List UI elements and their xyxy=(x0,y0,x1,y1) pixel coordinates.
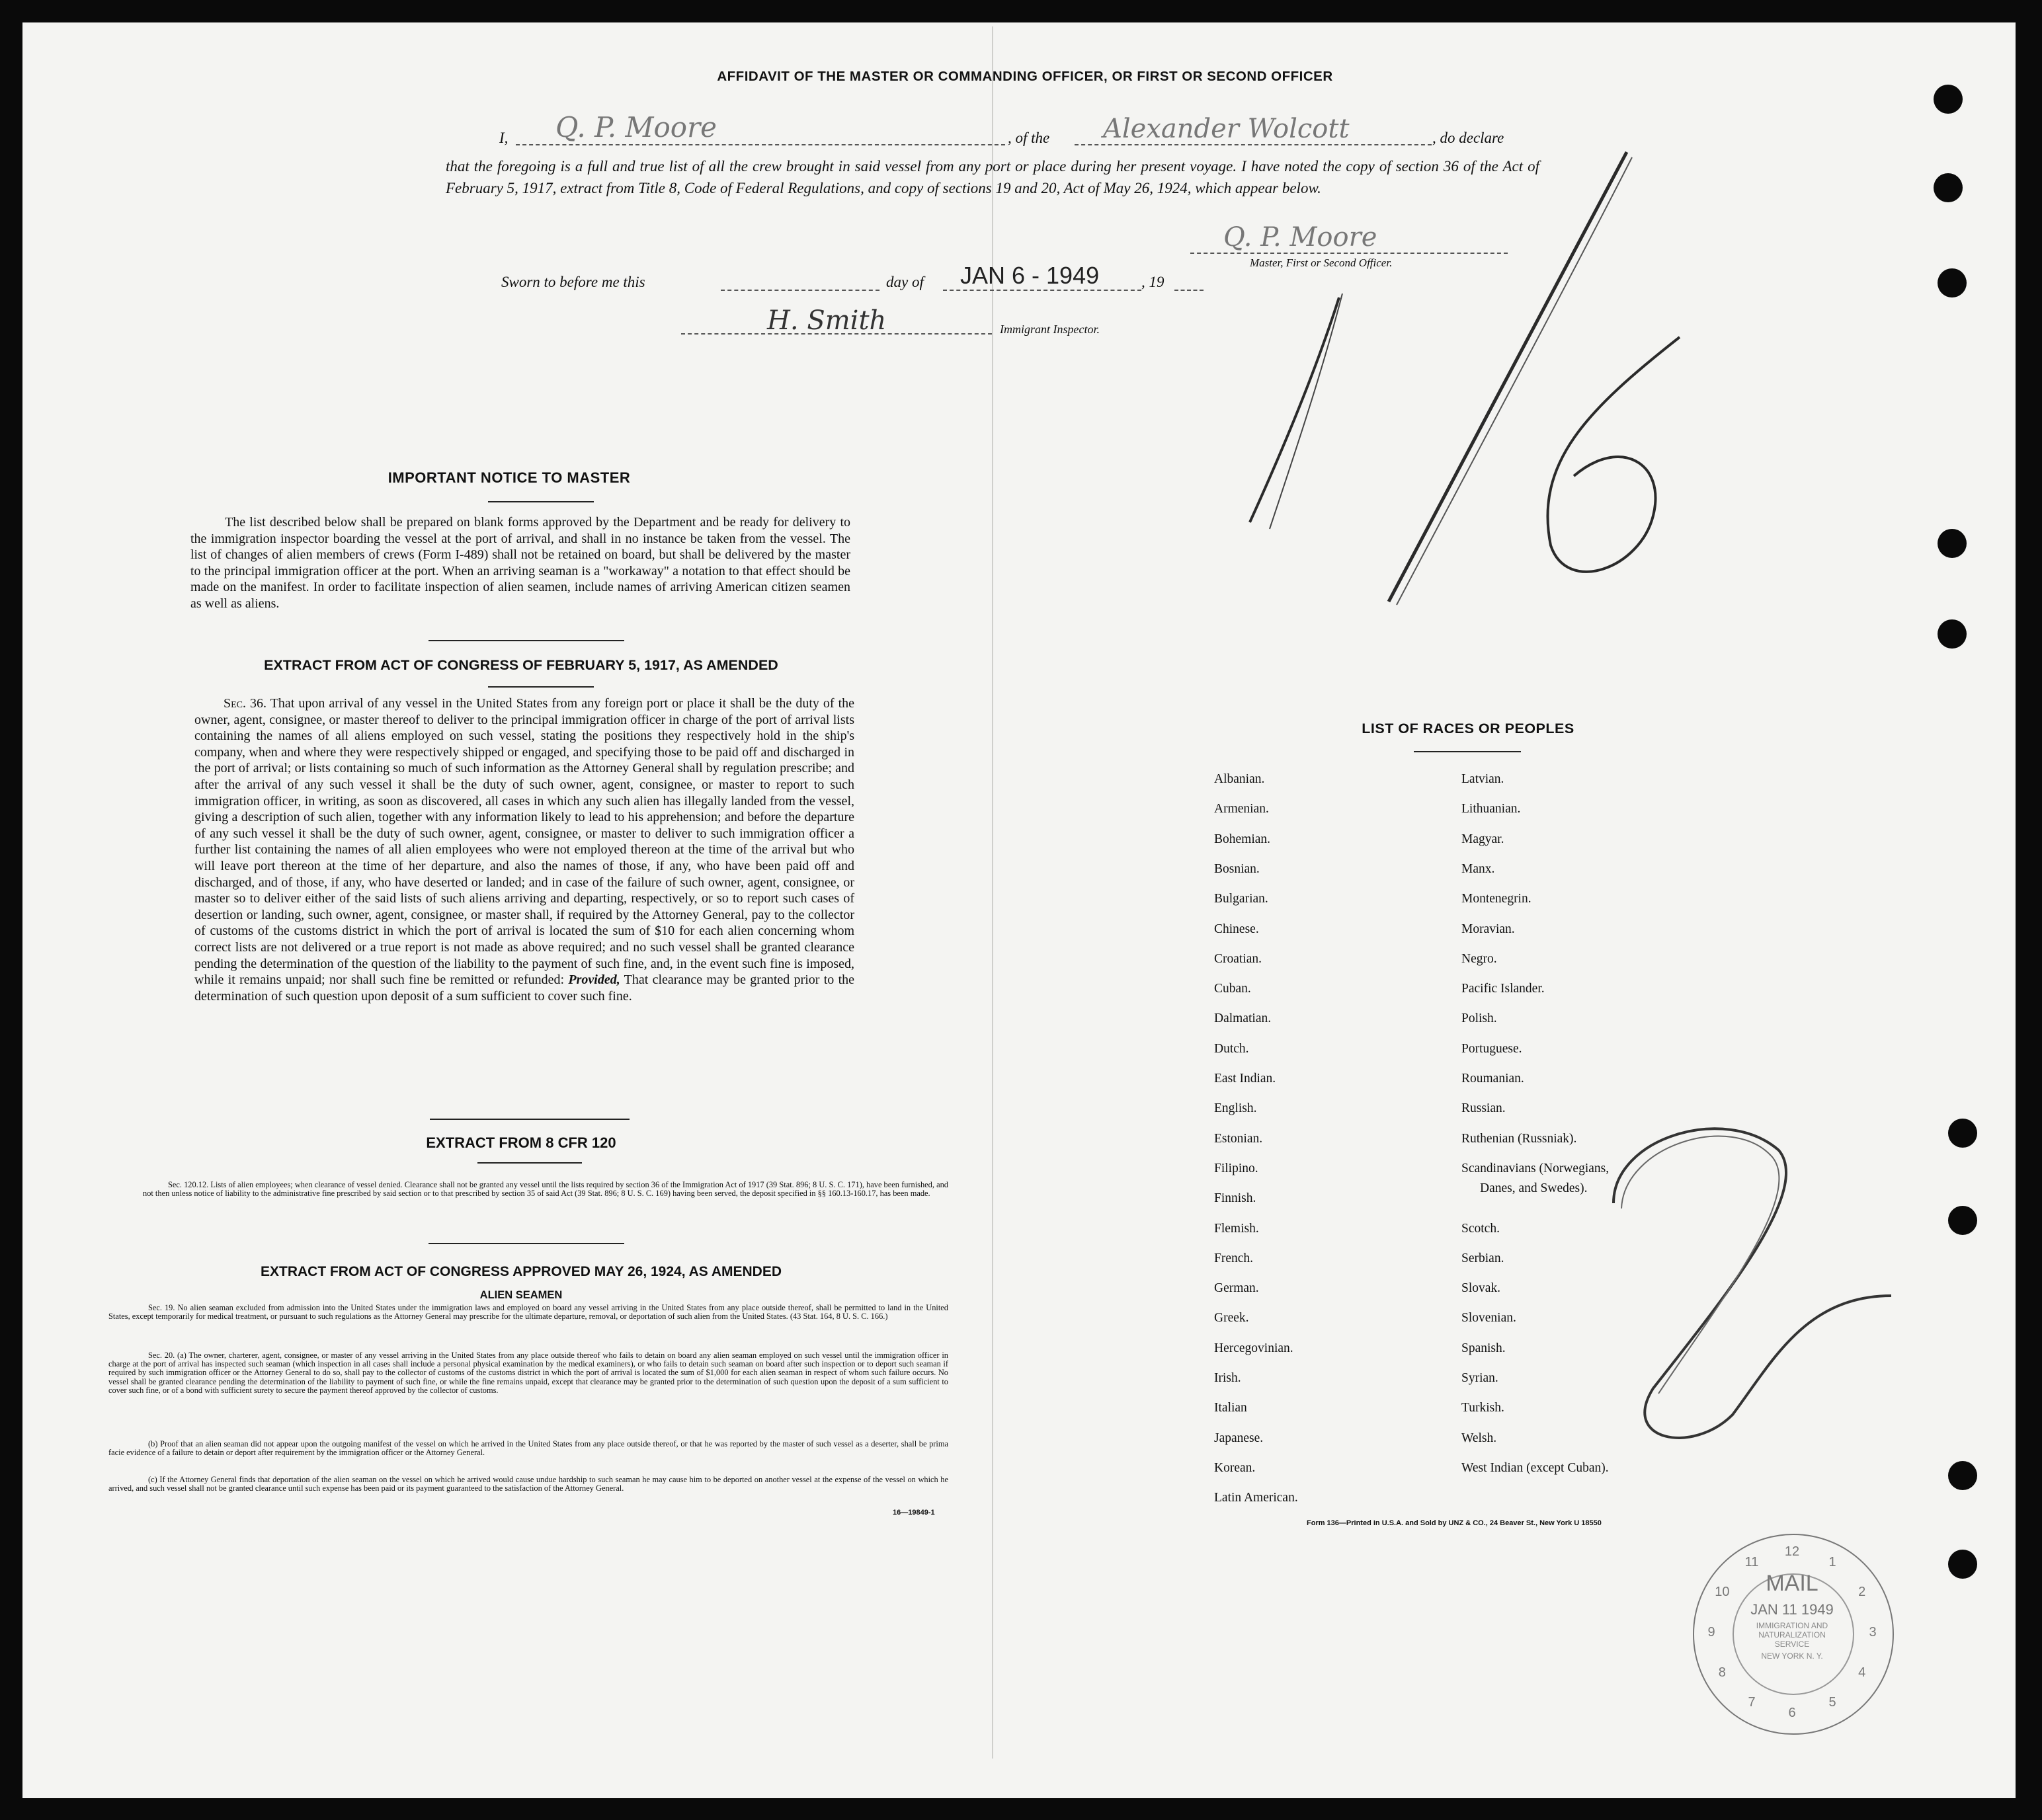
proviso-label: Provided, xyxy=(568,972,620,988)
master-name-line xyxy=(516,144,1005,145)
race-item: Italian xyxy=(1214,1401,1247,1415)
race-item: Moravian. xyxy=(1461,922,1515,936)
race-item: German. xyxy=(1214,1281,1259,1296)
race-item: English. xyxy=(1214,1101,1257,1116)
divider xyxy=(488,501,594,502)
section-36-body: That upon arrival of any vessel in the United States from any foreign port or place it shall be the duty of the owner, agent, consignee, or master thereof to deliver to the principal immigration officer in charge of the port of arrival lists containing the names of all aliens employed on such vessel, stating the positions they respectively hold in the ship's company, when and where they were respectively shipped or engaged, and specifying those to be paid off and discharged in the port of arrival; or lists containing so much of such information as the Attorney General shall by regulation prescribe; and after the arrival of any such vessel it shall be the duty of such owner, agent, consignee, or master to report to such immigration officer, in writing, as soon as discovered, all cases in which any such alien has illegally landed from the vessel, giving a description of such alien, together with any information likely to lead to his apprehension; and before the departure of any such vessel it shall be the duty of such owner, agent, consignee, or master to deliver to such immigration officer a further list containing the names of all alien employees who were not employed thereon at the time of the arrival but who will leave port thereon at the time of her departure, and also the names of those, if any, who have been paid off and discharged, and of those, if any, who have deserted or landed; and in case of the failure of such owner, agent, consignee, or master so to deliver either of the said lists of such aliens arriving and departing, respectively, or so to report such cases of desertion or landing, such owner, agent, consignee, or master shall, if required by the Attorney General, pay to the collector of customs of the customs district in which the port of arrival is located the sum of $10 for each alien concerning whom correct lists are not delivered or a true report is not made as above required; and no such vessel shall be granted clearance pending the determination of the question of the liability to the payment of such fine, and, in the event such fine is imposed, while it remains unpaid; nor shall such fine be remitted or refunded: xyxy=(194,696,855,988)
race-item: Slovak. xyxy=(1461,1281,1501,1296)
race-item: Bulgarian. xyxy=(1214,892,1268,906)
race-item: Pacific Islander. xyxy=(1461,982,1545,996)
binder-hole xyxy=(1938,619,1967,649)
affidavit-declare: , do declare xyxy=(1432,130,1504,146)
proviso-text: That clearance may be granted prior to the determination of such question upon deposit of a sum sufficient to cover such fine. xyxy=(194,972,855,1004)
races-heading: LIST OF RACES OR PEOPLES xyxy=(1362,721,1574,736)
officer-signature: Q. P. Moore xyxy=(1223,222,1377,253)
stamp-number: 2 xyxy=(1858,1585,1866,1599)
race-item: French. xyxy=(1214,1251,1254,1265)
affidavit-i: I, xyxy=(499,130,509,146)
section-20b-text: (b) Proof that an alien seaman did not appear upon the outgoing manifest of the vessel on which he arrived in the United States from any place outside thereof, or that he was reported by the master of such vessel as a deserter, shall be prima facie evidence of a failure to detain or deport after requirement by the immigration officer or the Attorney General. xyxy=(108,1439,948,1458)
stamp-number: 5 xyxy=(1828,1694,1836,1710)
stamp-number: 12 xyxy=(1784,1544,1800,1559)
section-36-label: Sec. 36. xyxy=(224,696,267,711)
race-item: Scotch. xyxy=(1461,1221,1500,1236)
race-item: Scandinavians (Norwegians, xyxy=(1461,1161,1610,1175)
stamp-city: NEW YORK N. Y. xyxy=(1761,1651,1823,1661)
binder-hole xyxy=(1934,85,1963,114)
affidavit-heading: AFFIDAVIT OF THE MASTER OR COMMANDING OFFICER, OR FIRST OR SECOND OFFICER xyxy=(717,69,1333,84)
divider xyxy=(429,1243,624,1244)
inspector-signature: H. Smith xyxy=(767,305,887,336)
alien-seamen-subheading: ALIEN SEAMEN xyxy=(479,1289,563,1301)
divider xyxy=(430,1119,630,1120)
race-item: Roumanian. xyxy=(1461,1072,1524,1086)
stamp-agency: IMMIGRATION AND NATURALIZATION SERVICE xyxy=(1756,1621,1828,1649)
section-19-text: Sec. 19. No alien seaman excluded from admission into the United States under the immigration laws and employed on board any vessel arriving in the United States from any place outside thereof, shall be permitted to land in the United States, except temporarily for medical treatment, or pursuant to such regulations as the Attorney General may prescribe for the ultimate departure, removal, or deportation of such alien from the United States. (43 Stat. 164, 8 U. S. C. 166.) xyxy=(108,1303,948,1322)
cfr-heading: EXTRACT FROM 8 CFR 120 xyxy=(426,1134,616,1151)
race-item: Finnish. xyxy=(1214,1191,1256,1206)
vessel-name: Alexander Wolcott xyxy=(1103,114,1350,144)
handwritten-number-mark xyxy=(1574,1097,1918,1468)
race-item: Irish. xyxy=(1214,1371,1241,1385)
race-item: Turkish. xyxy=(1461,1401,1504,1415)
section-20a-text: Sec. 20. (a) The owner, charterer, agent, consignee, or master of any vessel arriving in the United States from any place outside thereof who fails to detain on board any alien seaman employed on such vessel until the immigration officer in charge at the port of arrival has inspected such seaman (which inspection in all cases shall include a personal physical examination by the medical examiners), or who fails to detain such seaman on board after such inspection or to deport such seaman if required by such immigration officer or the Attorney General to do so, shall pay to the collector of customs of the customs district in which the port of arrival is located the sum of $1,000 for each alien seaman in respect of whom such failure occurs. No vessel shall be granted clearance pending the determination of the liability to payment of such fine, or while the fine remains unpaid, except that clearance may be granted prior to the determination of such question upon the deposit of a sum sufficient to cover such fine, or of a bond with sufficient surety to secure the payment thereof approved by the collector of customs. xyxy=(108,1351,948,1395)
master-signature: Q. P. Moore xyxy=(555,111,717,143)
race-item: Montenegrin. xyxy=(1461,892,1532,906)
race-item: Flemish. xyxy=(1214,1221,1259,1236)
binder-hole xyxy=(1938,268,1967,297)
sworn-text: Sworn to before me this xyxy=(501,274,645,290)
race-item: Danes, and Swedes). xyxy=(1480,1181,1588,1195)
race-item: Serbian. xyxy=(1461,1251,1504,1265)
date-stamp: JAN 6 - 1949 xyxy=(960,262,1100,289)
race-item: Lithuanian. xyxy=(1461,802,1521,816)
extract-1917-heading: EXTRACT FROM ACT OF CONGRESS OF FEBRUARY 5, 1917, AS AMENDED xyxy=(264,657,778,673)
section-36-text xyxy=(194,695,854,1004)
race-item: Spanish. xyxy=(1461,1341,1506,1355)
race-item: Manx. xyxy=(1461,861,1495,876)
cfr-body: Sec. 120.12. Lists of alien employees; when clearance of vessel denied. Clearance shall not be granted any vessel until the lists required by section 36 of the Immigration Act of 1917 (39 Stat. 896; 8 U. S. C. 171), have been furnished, and not then unless notice of liability to the administrative fine prescribed by said section or to that prescribed by section 35 of said Act (39 Stat. 896; 8 U. S. C. 169) having been served, the deposit specified in §§ 160.13-160.17, has been made. xyxy=(143,1180,948,1199)
binder-hole xyxy=(1938,529,1967,558)
notice-heading: IMPORTANT NOTICE TO MASTER xyxy=(388,469,631,486)
race-item: Japanese. xyxy=(1214,1431,1264,1445)
divider xyxy=(477,1162,582,1164)
race-item: Slovenian. xyxy=(1461,1311,1516,1325)
inspector-caption: Immigrant Inspector. xyxy=(1000,323,1100,336)
stamp-number: 7 xyxy=(1748,1694,1756,1710)
race-item: Filipino. xyxy=(1214,1161,1258,1175)
race-item: Latvian. xyxy=(1461,772,1504,786)
race-item: Polish. xyxy=(1461,1011,1497,1026)
stamp-number: 6 xyxy=(1788,1706,1796,1720)
binder-hole xyxy=(1934,173,1963,202)
race-item: Albanian. xyxy=(1214,772,1265,786)
form-code: 16—19849-1 xyxy=(893,1509,935,1517)
officer-caption: Master, First or Second Officer. xyxy=(1250,257,1393,269)
stamp-number: 9 xyxy=(1707,1625,1715,1640)
affidavit-of-the: , of the xyxy=(1008,130,1050,146)
race-item: Bohemian. xyxy=(1214,832,1271,846)
affidavit-body: that the foregoing is a full and true list of all the crew brought in said vessel from any port or place during her present voyage. I have noted the copy of section 36 of the Act of February 5, 1917, extract from Title 8, Code of Federal Regulations, and copy of sections 19 and 20, Act of May 26, 1924, which appear below. xyxy=(446,158,1539,196)
stamp-number: 11 xyxy=(1744,1555,1759,1570)
sworn-day-line xyxy=(721,290,879,291)
stamp-number: 10 xyxy=(1715,1585,1730,1599)
race-item: East Indian. xyxy=(1214,1072,1276,1086)
race-item: Croatian. xyxy=(1214,951,1262,966)
race-item: Russian. xyxy=(1461,1101,1506,1116)
race-item: Chinese. xyxy=(1214,922,1259,936)
race-item: Korean. xyxy=(1214,1460,1256,1475)
binder-hole xyxy=(1948,1206,1977,1235)
section-20c-text: (c) If the Attorney General finds that deportation of the alien seaman on the vessel on which he arrived would cause undue hardship to such seaman he may cause him to be deported on another vessel at the expense of the vessel on which he arrived, and such vessel shall not be granted clearance until such expense has been paid or its payment guaranteed to the satisfaction of the Attorney General. xyxy=(108,1475,948,1493)
year-suffix: , 19 xyxy=(1141,274,1164,290)
divider xyxy=(429,640,624,641)
race-item: Dutch. xyxy=(1214,1041,1249,1056)
day-of-text: day of xyxy=(886,274,924,290)
printer-line: Form 136—Printed in U.S.A. and Sold by UNZ & CO., 24 Beaver St., New York U 18550 xyxy=(1307,1519,1602,1527)
binder-hole xyxy=(1948,1550,1977,1579)
stamp-number: 3 xyxy=(1869,1625,1877,1640)
sworn-month-line xyxy=(943,290,1141,291)
notice-body: The list described below shall be prepared on blank forms approved by the Department and be ready for delivery to the immigration inspector boarding the vessel at the port of arrival, and shall in no instance be taken from the vessel. The list of changes of alien members of crews (Form I-489) shall not be retained on board, but shall be delivered by the master to the principal immigration officer at the port. When an arriving seaman is a "workaway" a notation to that effect should be made on the manifest. In order to facilitate inspection of alien seamen, include names of arriving American citizen seamen as well as aliens. xyxy=(190,515,850,611)
race-item: Greek. xyxy=(1214,1311,1249,1325)
race-item: Syrian. xyxy=(1461,1371,1498,1385)
handwritten-fraction-mark xyxy=(1190,119,1693,621)
stamp-mail-word: MAIL xyxy=(1766,1571,1818,1596)
binder-hole xyxy=(1948,1461,1977,1490)
stamp-number: 8 xyxy=(1718,1665,1726,1680)
stamp-number: 4 xyxy=(1858,1665,1866,1680)
race-item: Bosnian. xyxy=(1214,861,1260,876)
race-item: Latin American. xyxy=(1214,1491,1298,1505)
race-item: Dalmatian. xyxy=(1214,1011,1272,1026)
divider xyxy=(1414,751,1521,752)
race-item: Cuban. xyxy=(1214,982,1251,996)
extract-1924-heading: EXTRACT FROM ACT OF CONGRESS APPROVED MAY 26, 1924, AS AMENDED xyxy=(260,1264,782,1279)
race-item: Armenian. xyxy=(1214,802,1269,816)
stamp-number: 1 xyxy=(1828,1555,1836,1570)
race-item: Magyar. xyxy=(1461,832,1504,846)
race-item: Ruthenian (Russniak). xyxy=(1461,1131,1577,1146)
race-item: Portuguese. xyxy=(1461,1041,1522,1056)
stamp-date: JAN 11 1949 xyxy=(1750,1601,1834,1618)
race-item: West Indian (except Cuban). xyxy=(1461,1460,1609,1475)
race-item: Negro. xyxy=(1461,951,1497,966)
divider xyxy=(488,686,594,688)
race-item: Estonian. xyxy=(1214,1131,1263,1146)
race-item: Welsh. xyxy=(1461,1431,1497,1445)
race-item: Hercegovinian. xyxy=(1214,1341,1293,1355)
binder-hole xyxy=(1948,1119,1977,1148)
